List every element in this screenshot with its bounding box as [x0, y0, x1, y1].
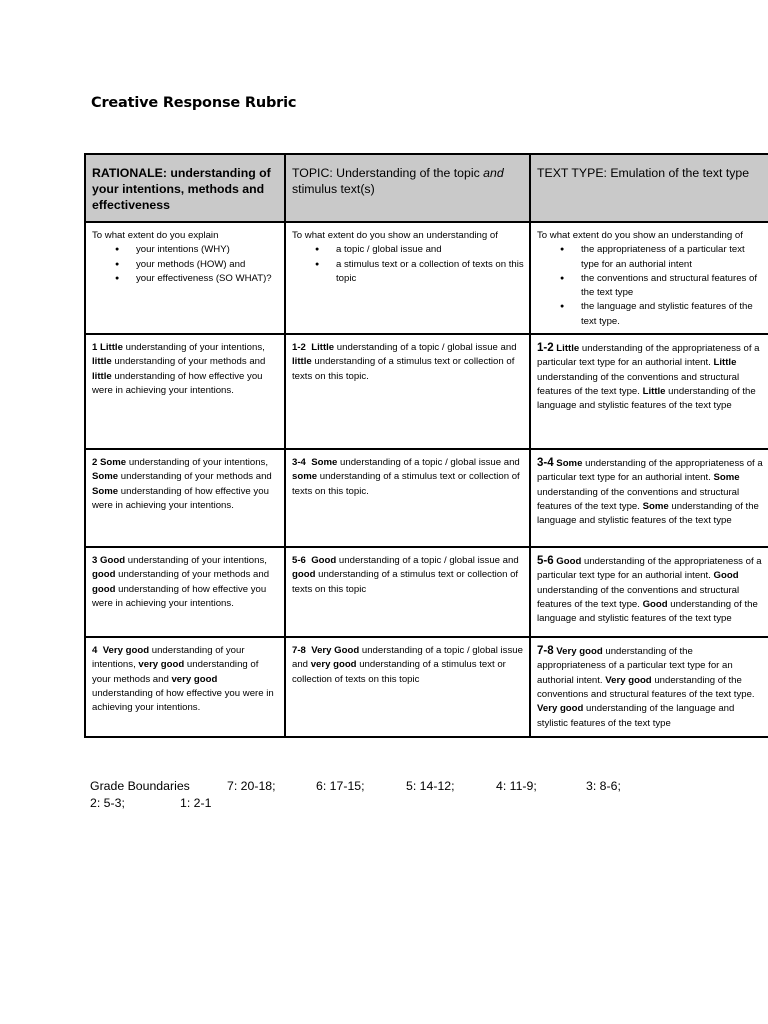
- list-item: ● the appropriateness of a particular text type for an authorial intent: [581, 243, 763, 272]
- header-topic-pre: TOPIC: Understanding of the topic: [292, 166, 484, 180]
- grade-2: 2: 5-3;: [90, 796, 125, 810]
- grade-5: 5: 14-12;: [406, 779, 455, 793]
- cell-text: understanding of how effective you were in achieving your intentions.: [92, 687, 274, 714]
- level-number: 2: [92, 457, 98, 469]
- quality-word: Little: [642, 385, 666, 397]
- cell-text: understanding of the conventions and structural features of the text type.: [537, 584, 740, 610]
- intro-topic-list: [292, 243, 524, 286]
- quality-word: Little: [311, 342, 335, 354]
- level-2-texttype: [530, 449, 768, 547]
- header-texttype-text: TEXT TYPE: Emulation of the text type: [537, 166, 750, 180]
- level-row-4: [85, 637, 768, 737]
- cell-text: understanding of how effective you were in achieving your intentions.: [92, 370, 263, 396]
- quality-word: very good: [310, 659, 357, 671]
- level-1-topic: [285, 334, 530, 449]
- header-row: [85, 154, 768, 222]
- mark-range: 3-4: [292, 457, 306, 469]
- level-2-rationale: [85, 449, 285, 547]
- list-item: ● your intentions (WHY): [136, 243, 279, 257]
- cell-text: understanding of the language and stylistic features of the text type: [537, 500, 759, 527]
- cell-text: understanding of the language and stylistic features of the text type: [537, 703, 735, 729]
- quality-word: Some: [92, 485, 119, 497]
- quality-word: some: [292, 471, 318, 483]
- level-3-texttype: [530, 547, 768, 637]
- quality-word: good: [92, 569, 116, 581]
- header-texttype: [530, 154, 768, 222]
- quality-word: Very good: [556, 646, 603, 658]
- cell-text: understanding of your methods and: [111, 356, 266, 368]
- grade-3: 3: 8-6;: [586, 779, 621, 793]
- cell-text: understanding of how effective you were in achieving your intentions.: [92, 485, 269, 511]
- level-3-rationale: [85, 547, 285, 637]
- cell-text: understanding of the appropriateness of a particular text type for an authorial intent.: [537, 458, 763, 484]
- cell-text: understanding of a topic / global issue and: [336, 555, 519, 567]
- cell-text: understanding of a topic / global issue and: [334, 342, 517, 354]
- level-2-topic: [285, 449, 530, 547]
- cell-text: understanding of your methods and: [118, 471, 272, 483]
- level-row-3: [85, 547, 768, 637]
- header-topic-italic: and: [483, 166, 504, 180]
- level-4-rationale: [85, 637, 285, 737]
- mark-range: 5-6: [537, 555, 554, 568]
- cell-text: understanding of a stimulus text or collection of texts on this topic: [292, 569, 519, 595]
- quality-word: Very good: [605, 674, 652, 686]
- quality-word: Good: [556, 556, 582, 568]
- header-rationale: [85, 154, 285, 222]
- cell-text: understanding of your intentions,: [122, 342, 265, 354]
- quality-word: Some: [311, 457, 338, 469]
- level-number: 1: [92, 342, 98, 354]
- grade-7: 7: 20-18;: [227, 779, 276, 793]
- mark-range: 3-4: [537, 457, 554, 470]
- level-1-rationale: [85, 334, 285, 449]
- cell-text: understanding of the conventions and structural features of the text type.: [537, 674, 755, 700]
- cell-text: understanding of the language and stylistic features of the text type: [537, 598, 758, 625]
- intro-texttype: [530, 222, 768, 334]
- quality-word: Some: [556, 458, 583, 470]
- intro-rationale: [85, 222, 285, 334]
- quality-word: Little: [100, 342, 123, 354]
- level-row-1: [85, 334, 768, 449]
- mark-range: 7-8: [537, 645, 554, 658]
- quality-word: Very good: [102, 645, 150, 657]
- cell-text: understanding of your methods and: [115, 569, 270, 581]
- page-title: Creative Response Rubric: [91, 95, 297, 111]
- grade-1: 1: 2-1: [180, 796, 212, 810]
- quality-word: little: [92, 370, 112, 382]
- cell-text: understanding of the conventions and structural features of the text type.: [537, 371, 740, 397]
- grade-4: 4: 11-9;: [496, 779, 537, 793]
- intro-rationale-lead: To what extent do you explain: [92, 230, 219, 241]
- quality-word: Very good: [537, 703, 584, 715]
- level-1-texttype: [530, 334, 768, 449]
- quality-word: Good: [713, 570, 739, 582]
- cell-text: understanding of your intentions,: [126, 457, 269, 469]
- intro-texttype-lead: To what extent do you show an understanding of: [537, 230, 743, 241]
- cell-text: understanding of a topic / global issue and: [292, 645, 523, 671]
- level-3-topic: [285, 547, 530, 637]
- cell-text: understanding of your methods and: [92, 659, 259, 685]
- intro-texttype-list: [537, 243, 763, 329]
- level-4-texttype: [530, 637, 768, 737]
- cell-text: understanding of the language and stylistic features of the text type: [537, 385, 756, 412]
- header-topic: [285, 154, 530, 222]
- quality-word: Good: [642, 598, 668, 610]
- cell-text: understanding of the appropriateness of a particular text type for an authorial intent.: [537, 556, 762, 582]
- cell-text: understanding of the conventions and structural features of the text type.: [537, 486, 740, 512]
- list-item: ● the conventions and structural features of the text type: [581, 272, 763, 301]
- header-topic-post: stimulus text(s): [292, 182, 375, 196]
- quality-word: very good: [138, 659, 185, 671]
- mark-range: 1-2: [537, 342, 554, 355]
- cell-text: understanding of a stimulus text or collection of texts on this topic.: [292, 356, 515, 382]
- grade-boundaries-label: Grade Boundaries: [90, 779, 190, 793]
- list-item: ● your effectiveness (SO WHAT)?: [136, 272, 279, 286]
- quality-word: Little: [713, 357, 737, 369]
- cell-text: understanding of the appropriateness of a particular text type for an authorial intent.: [537, 343, 760, 369]
- intro-rationale-list: [92, 243, 279, 286]
- quality-word: little: [292, 356, 312, 368]
- quality-word: good: [92, 583, 116, 595]
- quality-word: Some: [92, 471, 119, 483]
- rubric-table: [84, 153, 768, 738]
- quality-word: little: [92, 356, 112, 368]
- quality-word: Good: [311, 555, 337, 567]
- list-item: ● the language and stylistic features of the text type.: [581, 300, 763, 329]
- list-item: ● a stimulus text or a collection of texts on this topic: [336, 258, 524, 287]
- cell-text: understanding of how effective you were in achieving your intentions.: [92, 583, 267, 609]
- quality-word: Very Good: [311, 645, 360, 657]
- list-item: ● a topic / global issue and: [336, 243, 524, 257]
- mark-range: 1-2: [292, 342, 306, 354]
- cell-text: understanding of the appropriateness of a particular text type for an authorial intent.: [537, 646, 733, 686]
- mark-range: 5-6: [292, 555, 306, 567]
- intro-row: [85, 222, 768, 334]
- mark-range: 7-8: [292, 645, 306, 657]
- quality-word: very good: [171, 673, 218, 685]
- cell-text: understanding of your intentions,: [92, 645, 245, 671]
- quality-word: Some: [642, 500, 669, 512]
- cell-text: understanding of a stimulus text or collection of texts on this topic.: [292, 471, 520, 497]
- list-item: ● your methods (HOW) and: [136, 258, 279, 272]
- header-rationale-text: RATIONALE: understanding of your intentions, methods and effectiveness: [92, 166, 271, 212]
- quality-word: Some: [713, 472, 740, 484]
- level-number: 3: [92, 555, 98, 567]
- cell-text: understanding of a stimulus text or collection of texts on this topic: [292, 659, 506, 685]
- header-topic-text: [292, 166, 504, 196]
- cell-text: understanding of your intentions,: [125, 555, 267, 567]
- level-number: 4: [92, 645, 98, 657]
- quality-word: good: [292, 569, 316, 581]
- quality-word: Little: [556, 343, 580, 355]
- level-4-topic: [285, 637, 530, 737]
- intro-topic-lead: To what extent do you show an understanding of: [292, 230, 498, 241]
- quality-word: Some: [100, 457, 127, 469]
- quality-word: Good: [100, 555, 126, 567]
- level-row-2: [85, 449, 768, 547]
- grade-6: 6: 17-15;: [316, 779, 365, 793]
- cell-text: understanding of a topic / global issue and: [337, 457, 520, 469]
- intro-topic: [285, 222, 530, 334]
